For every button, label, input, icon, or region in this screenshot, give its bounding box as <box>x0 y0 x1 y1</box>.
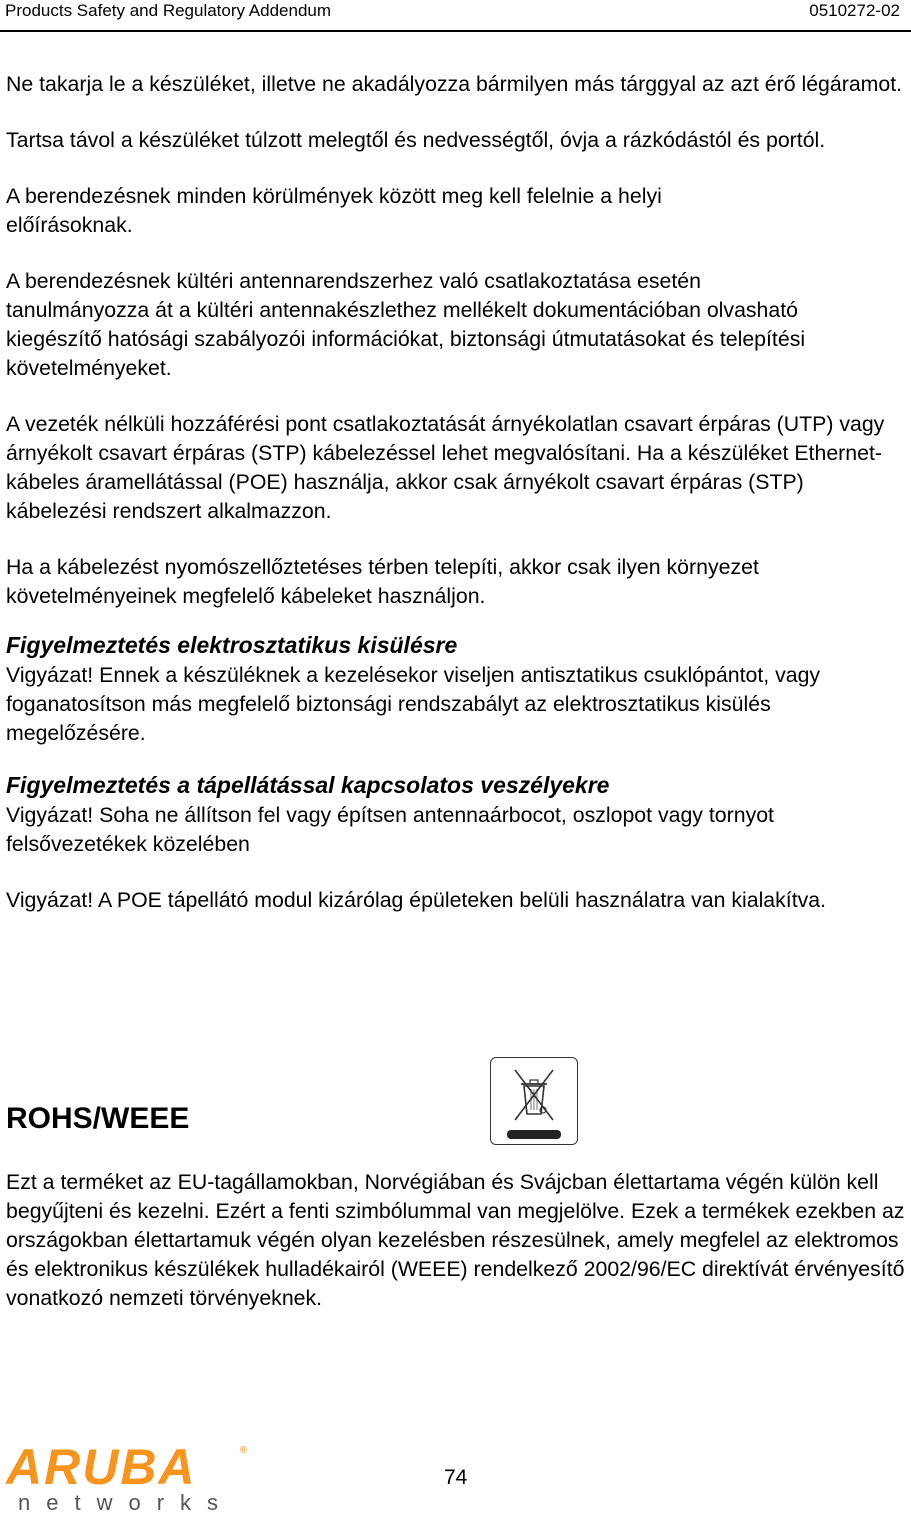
paragraph: A berendezésnek minden körülmények között meg kell felelnie a helyi előírásoknak. <box>6 184 662 237</box>
power-heading: Figyelmeztetés a tápellátással kapcsolatos veszélyekre <box>6 772 610 798</box>
paragraph: A vezeték nélküli hozzáférési pont csatlakoztatását árnyékolatlan csavart érpáras (UTP) vagy árnyékolt csavart érpáras (STP) kábelezéssel lehet megvalósítani. Ha a készüléket Ethernet-kábeles áramellátással (POE) használja, akkor csak árnyékolt csavart érpáras (STP) kábelezési rendszert alkalmazzon. <box>6 412 885 523</box>
rohs-text: Ezt a terméket az EU-tagállamokban, Norvégiában és Svájcban élettartama végén külön kell begyűjteni és kezelni. Ezért a fenti szimbólummal van megjelölve. Ezek a termékek ezekben az országokban élettartamuk végén olyan kezelésben részesülnek, amely megfelel az elektromos és elektronikus készülékek hulladékairól (WEEE) rendelkező 2002/96/EC direktívát érvényesítő vonatkozó nemzeti törvényeknek. <box>6 1170 905 1310</box>
page-header <box>0 0 911 32</box>
page-number: 74 <box>444 1466 468 1489</box>
power-text-1: Vigyázat! Soha ne állítson fel vagy építsen antennaárbocot, oszlopot vagy tornyot felsővezetékek közelében <box>6 803 774 856</box>
rohs-heading: ROHS/WEEE <box>6 1102 190 1135</box>
esd-heading: Figyelmeztetés elektrosztatikus kisülésre <box>6 632 458 658</box>
paragraph: A berendezésnek kültéri antennarendszerhez való csatlakoztatása esetén tanulmányozza át a kültéri antennakészlethez mellékelt dokumentációban olvasható kiegészítő hatósági szabályozói információkat, biztonsági útmutatásokat és telepítési követelményeket. <box>6 269 806 380</box>
logo-word: ARUBA <box>6 1441 197 1495</box>
logo-sub: networks <box>18 1490 235 1515</box>
esd-text: Vigyázat! Ennek a készüléknek a kezelésekor viseljen antisztatikus csuklópántot, vagy foganatosítson más megfelelő biztonsági rendszabályt az elektrosztatikus kisülés megelőzésére. <box>6 663 821 745</box>
paragraph: Ha a kábelezést nyomószellőztetéses térben telepíti, akkor csak ilyen környezet követelményeinek megfelelő kábeleket használjon. <box>6 555 759 608</box>
document-title: Products Safety and Regulatory Addendum <box>5 1 332 20</box>
weee-bin-icon <box>490 1057 578 1145</box>
svg-text:®: ® <box>240 1445 248 1456</box>
document-number: 0510272-02 <box>809 1 900 20</box>
paragraph: Ne takarja le a készüléket, illetve ne akadályozza bármilyen más tárggyal az azt érő légáramot. <box>6 72 903 96</box>
power-text-2: Vigyázat! A POE tápellátó modul kizárólag épületeken belüli használatra van kialakítva. <box>6 888 827 912</box>
main-content <box>6 70 908 915</box>
paragraph: Tartsa távol a készüléket túlzott melegtől és nedvességtől, óvja a rázkódástól és portól. <box>6 128 826 152</box>
aruba-networks-logo <box>4 1441 252 1515</box>
